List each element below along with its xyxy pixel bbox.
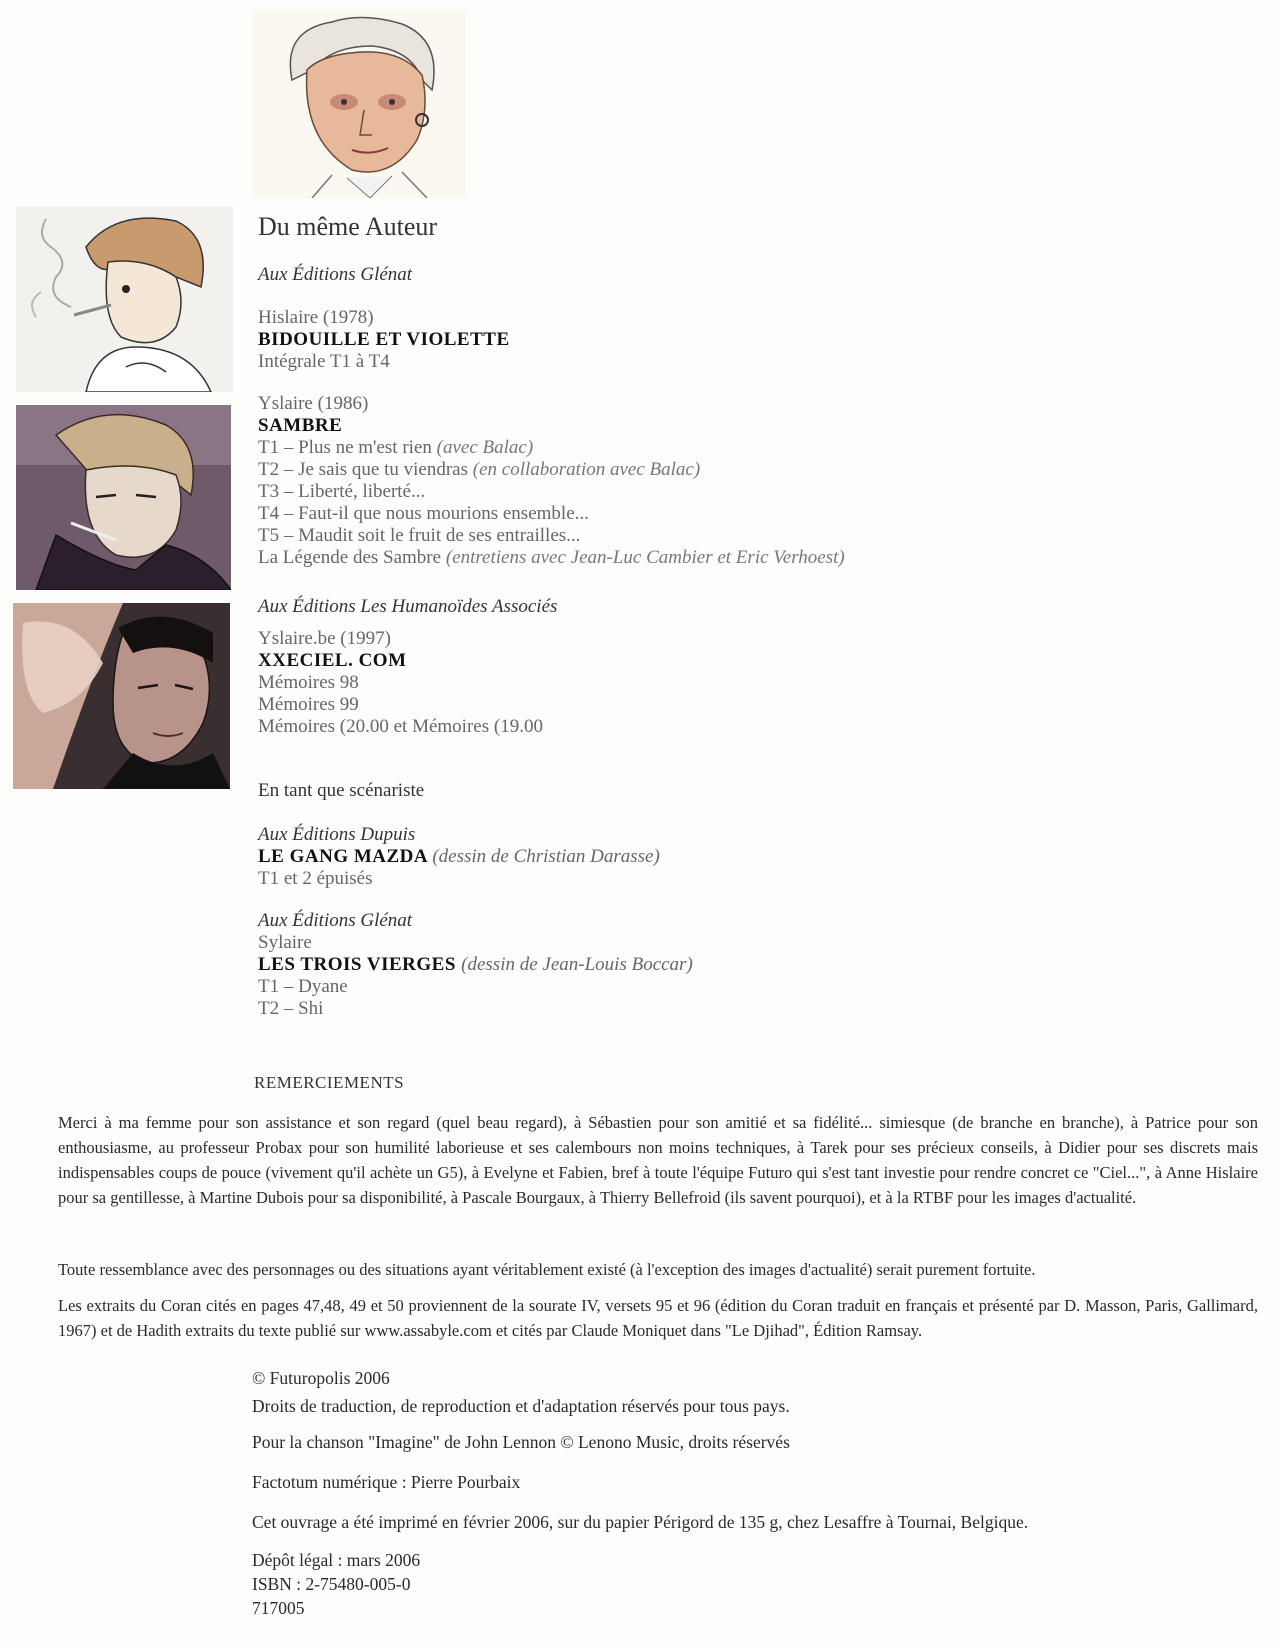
series-title: SAMBRE [258,415,343,436]
volume-line: T1 – Plus ne m'est rien (avec Balac) [258,437,534,458]
volume-line: Mémoires 99 [258,694,359,715]
volume-line: T3 – Liberté, liberté... [258,481,426,502]
author-portrait-illustration [252,10,466,198]
smoking-boy-illustration [16,207,233,392]
code-line: 717005 [252,1598,305,1618]
disclaimer-paragraph: Toute ressemblance avec des personnages ou des situations ayant véritablement existé (à l'exception des images d'actualité) serait purement fortuite. [58,1260,1036,1279]
song-credit-line: Pour la chanson "Imagine" de John Lennon © Lenono Music, droits réservés [252,1432,790,1452]
series-title-row: LES TROIS VIERGES (dessin de Jean-Louis Boccar) [258,954,693,975]
sambre-character-illustration [16,405,231,590]
author-year-line: Yslaire.be (1997) [258,628,391,649]
volume-line: T1 – Dyane [258,976,348,997]
bibliography-heading: Du même Auteur [258,212,438,241]
printing-line: Cet ouvrage a été imprimé en février 2006, sur du papier Périgord de 135 g, chez Lesaffre à Tournai, Belgique. [252,1512,1029,1532]
publisher-label: Aux Éditions Les Humanoïdes Associés [258,596,558,617]
publisher-label: Aux Éditions Glénat [258,264,413,285]
volume-line: Mémoires (20.00 et Mémoires (19.00 [258,716,543,737]
volume-line: Mémoires 98 [258,672,359,693]
isbn-line: ISBN : 2-75480-005-0 [252,1574,411,1594]
series-title: BIDOUILLE ET VIOLETTE [258,329,510,350]
volume-line: T4 – Faut-il que nous mourions ensemble... [258,503,589,524]
volume-line: T2 – Je sais que tu viendras (en collaboration avec Balac) [258,459,701,480]
xxeciel-character-illustration [13,603,230,789]
author-year-line: Yslaire (1986) [258,393,369,414]
publisher-label: Aux Éditions Glénat [258,910,413,931]
legal-deposit-line: Dépôt légal : mars 2006 [252,1550,421,1570]
coran-paragraph: Les extraits du Coran cités en pages 47,48, 49 et 50 proviennent de la sourate IV, versets 95 et 96 (édition du Coran traduit en français et présenté par D. Masson, Paris, Gallimard, 1967) et de Hadith extraits du texte publié sur www.assabyle.com et cités par Claude Moniquet dans "Le Djihad", Édition Ramsay. [58,1296,1258,1340]
section-heading: En tant que scénariste [258,780,425,801]
author-year-line: Sylaire [258,932,312,953]
volume-line: Intégrale T1 à T4 [258,351,390,372]
publisher-label: Aux Éditions Dupuis [258,824,416,845]
remerciements-heading: REMERCIEMENTS [254,1073,405,1092]
series-title-row: LE GANG MAZDA (dessin de Christian Darasse) [258,846,660,867]
volume-line: T1 et 2 épuisés [258,868,373,889]
remerciements-paragraph: Merci à ma femme pour son assistance et son regard (quel beau regard), à Sébastien pour son amitié et sa fidélité... simiesque (de branche en branche), à Patrice pour son enthousiasme, au professeur Probax pour son humilité laborieuse et ses calembours non moins techniques, à Tarek pour ses précieux conseils, à Didier pour ses discrets mais indispensables coups de pouce (vivement qu'il achète un G5), à Evelyne et Fabien, bref à toute l'équipe Futuro qui s'est tant investie pour rendre concret ce "Ciel...", à Anne Hislaire pour sa gentillesse, à Martine Dubois pour sa disponibilité, à Pascale Bourgaux, à Thierry Bellefroid (ils savent pourquoi), et à la RTBF pour les images d'actualité. [58,1113,1258,1207]
copyright-line: © Futuropolis 2006 [252,1368,390,1388]
volume-line: La Légende des Sambre (entretiens avec Jean-Luc Cambier et Eric Verhoest) [258,547,845,568]
series-title: XXECIEL. COM [258,650,407,671]
factotum-line: Factotum numérique : Pierre Pourbaix [252,1472,521,1492]
volume-line: T2 – Shi [258,998,324,1019]
author-year-line: Hislaire (1978) [258,307,374,328]
rights-line: Droits de traduction, de reproduction et d'adaptation réservés pour tous pays. [252,1396,790,1416]
volume-line: T5 – Maudit soit le fruit de ses entrailles... [258,525,581,546]
